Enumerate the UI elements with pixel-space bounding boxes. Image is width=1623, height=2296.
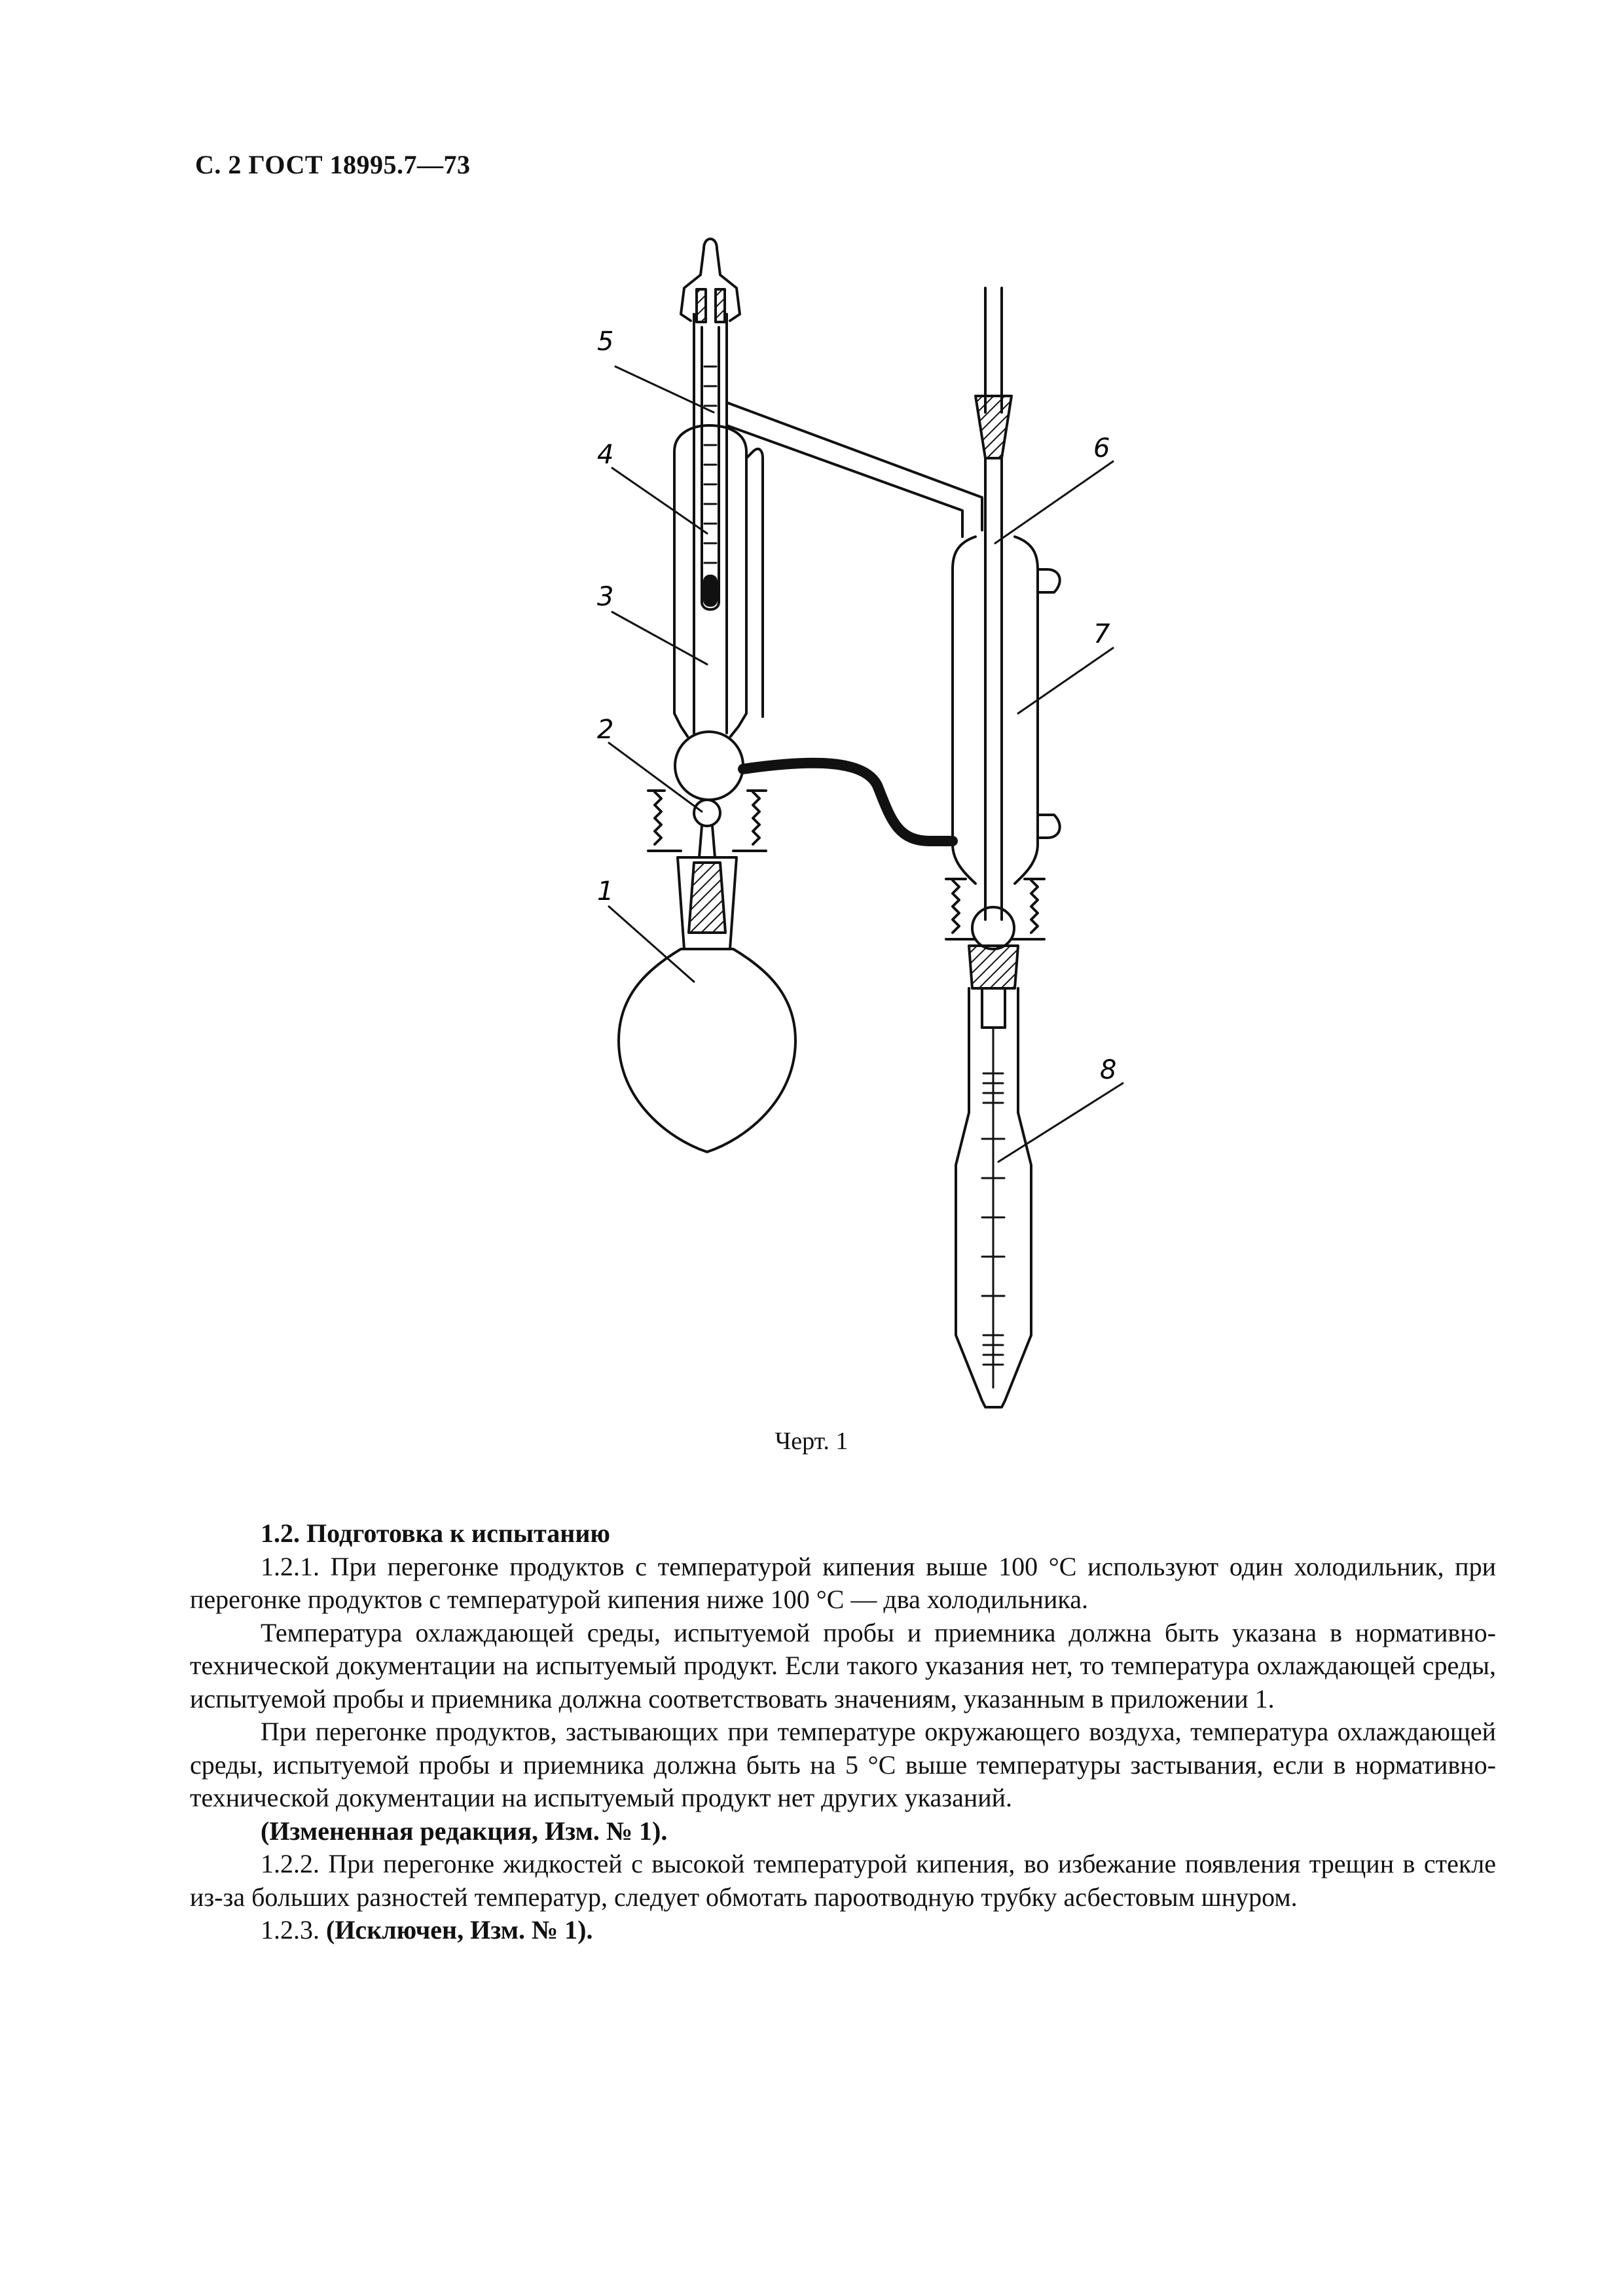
right-stopper (976, 396, 1012, 458)
section-body (190, 1517, 1496, 1947)
label-thermometer: 4 (597, 440, 614, 470)
small-bulb (694, 800, 720, 826)
spring-left-1 (655, 792, 661, 844)
label-condenser: 7 (1093, 619, 1110, 649)
page-header: С. 2 ГОСТ 18995.7—73 (195, 150, 471, 179)
flask-stopper (689, 863, 725, 933)
section-heading: 1.2. Подготовка к испытанию (261, 1518, 610, 1548)
paragraph-1-2-3-number: 1.2.3. (261, 1915, 319, 1945)
figure-caption: Черт. 1 (775, 1427, 848, 1455)
spring-right-2 (1031, 880, 1038, 933)
connecting-hose (743, 763, 953, 841)
thermometer (702, 327, 719, 609)
label-receiver: 8 (1100, 1055, 1117, 1085)
vapor-side-arm (727, 403, 982, 530)
spring-left-2 (753, 792, 759, 844)
flask-body (619, 949, 795, 1152)
paragraph-solidifying: При перегонке продуктов, застывающих при температуре окружающего воздуха, температура охлаждающей среды, испытуемой пробы и приемника должна быть на 5 °С выше температуры застывания, если в нормативно-технической документации на испытуемый продукт нет других указаний. (190, 1717, 1496, 1812)
paragraph-1-2-1: 1.2.1. При перегонке продуктов с температурой кипения выше 100 °С используют один холодильник, при перегонке продуктов с температурой кипения ниже 100 °С — два холодильника. (190, 1551, 1496, 1614)
paragraph-1-2-2: 1.2.2. При перегонке жидкостей с высокой температурой кипения, во избежание появления трещин в стекле из-за больших разностей температур, следует обмотать пароотводную трубку асбестовым шнуром. (190, 1849, 1496, 1912)
distillation-apparatus-figure (576, 216, 1178, 1427)
label-flask: 1 (597, 876, 614, 906)
paragraph-1-2-3 (190, 1914, 1496, 1947)
right-condenser-jacket (953, 537, 976, 884)
spring-right-1 (953, 880, 959, 933)
label-bulb: 2 (597, 715, 614, 745)
label-side-arm: 5 (597, 327, 614, 357)
label-jacket: 3 (597, 582, 614, 612)
label-inner-tube: 6 (1093, 433, 1110, 463)
paragraph-1-2-3-note: (Исключен, Изм. № 1). (326, 1915, 593, 1945)
receiver-stopper (969, 946, 1018, 988)
apparatus-drawing (576, 216, 1178, 1427)
distilling-bulb (675, 732, 743, 800)
paragraph-temperature: Температура охлаждающей среды, испытуемой пробы и приемника должна быть указана в нормативно-технической документации на испытуемый продукт. Если такого указания нет, то температура охлаждающей среды, испытуемой пробы и приемника должна соответствовать значениям, указанным в приложении 1. (190, 1617, 1496, 1713)
amendment-note: (Измененная редакция, Изм. № 1). (261, 1816, 668, 1846)
left-top-cap (681, 239, 740, 321)
